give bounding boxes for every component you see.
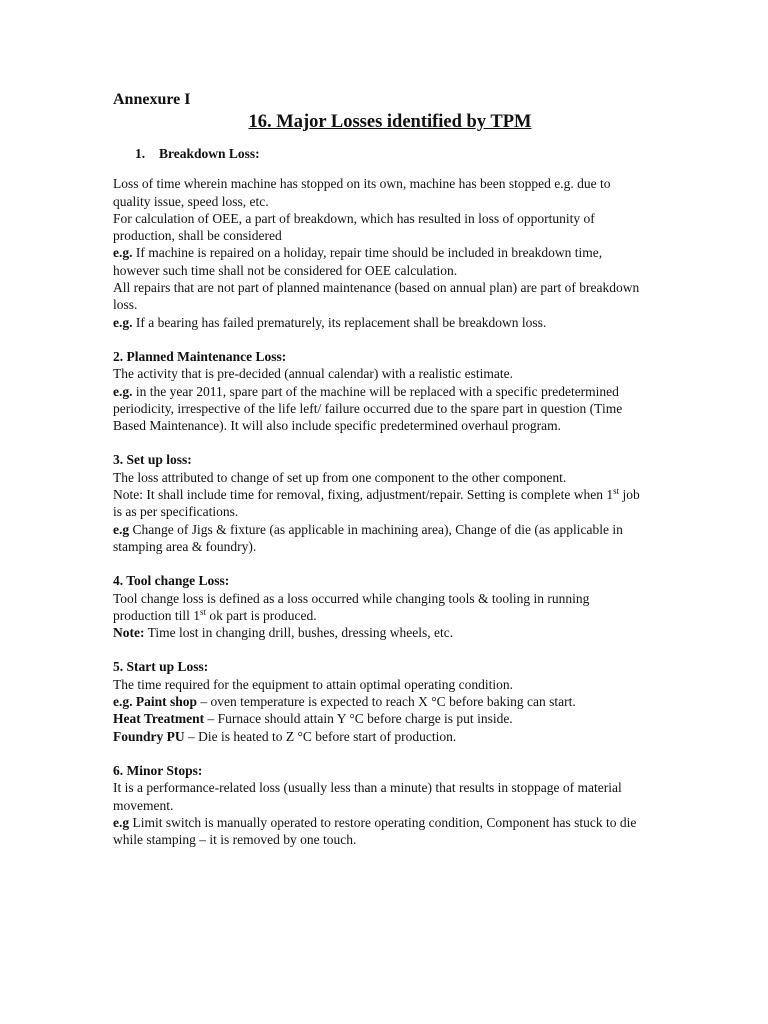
section-1-example-1 xyxy=(113,244,643,279)
example-text: Limit switch is manually operated to restore operating condition, Component has stuck to die while stamping – it is removed by one touch. xyxy=(113,814,637,848)
section-3 xyxy=(113,451,643,555)
section-4 xyxy=(113,572,643,641)
section-1-para-3: All repairs that are not part of planned maintenance (based on annual plan) are part of breakdown loss. xyxy=(113,280,640,313)
section-1-number: 1. xyxy=(135,146,146,161)
section-1-example-2 xyxy=(113,314,643,331)
example-label: e.g. xyxy=(113,314,133,330)
para-text-b: ok part is produced. xyxy=(206,607,317,623)
section-3-example xyxy=(113,521,643,556)
section-6-heading: 6. Minor Stops: xyxy=(113,762,203,778)
section-5-heading: 5. Start up Loss: xyxy=(113,659,209,675)
section-5-para-1: The time required for the equipment to attain optimal operating condition. xyxy=(113,676,514,692)
section-5 xyxy=(113,658,643,744)
superscript: st xyxy=(200,606,207,617)
section-5-example-heat xyxy=(113,710,643,727)
superscript: st xyxy=(613,486,620,497)
example-label: e.g. xyxy=(113,245,133,261)
section-3-heading: 3. Set up loss: xyxy=(113,452,192,468)
annexure-label: Annexure I xyxy=(113,91,191,108)
section-4-para-1 xyxy=(113,590,643,625)
section-2-example xyxy=(113,383,643,435)
example-text: If machine is repaired on a holiday, repair time should be included in breakdown time, however such time shall not be considered for OEE calculation. xyxy=(113,245,603,278)
section-3-para-1: The loss attributed to change of set up from one component to the other component. xyxy=(113,469,567,485)
document-body xyxy=(113,145,643,848)
example-label: e.g. Paint shop xyxy=(113,694,198,710)
section-2-para-1: The activity that is pre-decided (annual calendar) with a realistic estimate. xyxy=(113,366,513,382)
note-text: Time lost in changing drill, bushes, dressing wheels, etc. xyxy=(144,625,454,641)
section-2-heading: 2. Planned Maintenance Loss: xyxy=(113,348,287,364)
example-text: If a bearing has failed prematurely, its replacement shall be breakdown loss. xyxy=(132,314,547,330)
example-label: e.g xyxy=(113,814,130,830)
section-6-para-1: It is a performance-related loss (usually less than a minute) that results in stoppage of material movement. xyxy=(113,780,622,813)
example-text: – Furnace should attain Y °C before charge is put inside. xyxy=(204,711,513,727)
example-text: – oven temperature is expected to reach X °C before baking can start. xyxy=(197,694,576,710)
section-1-title: Breakdown Loss: xyxy=(159,146,260,161)
section-5-example-paint xyxy=(113,693,643,710)
example-label: e.g xyxy=(113,521,130,537)
example-text: – Die is heated to Z °C before start of production. xyxy=(184,728,457,744)
section-1-heading xyxy=(113,145,643,162)
section-2 xyxy=(113,348,643,434)
section-5-example-foundry xyxy=(113,728,643,745)
section-4-note xyxy=(113,624,643,641)
note-text-b: job is as per specifications. xyxy=(113,487,640,520)
section-6-example xyxy=(113,814,643,849)
para-text-a: Tool change loss is defined as a loss occurred while changing tools & tooling in running production till 1 xyxy=(113,590,590,623)
section-1-body xyxy=(113,175,643,331)
section-3-note xyxy=(113,486,643,521)
example-text: in the year 2011, spare part of the machine will be replaced with a specific predetermined periodicity, irrespective of the life left/ failure occurred due to the spare part in question (Time Based Maintenance). It will also include specific predetermined overhaul program. xyxy=(113,383,623,434)
example-label: Heat Treatment xyxy=(113,711,205,727)
example-label: Foundry PU xyxy=(113,728,185,744)
note-text-a: Note: It shall include time for removal, fixing, adjustment/repair. Setting is complete when 1 xyxy=(113,487,614,503)
document-title: 16. Major Losses identified by TPM xyxy=(248,112,532,132)
note-label: Note: xyxy=(113,625,145,641)
section-4-heading: 4. Tool change Loss: xyxy=(113,573,230,589)
example-text: Change of Jigs & fixture (as applicable in machining area), Change of die (as applicable in stamping area & foundry). xyxy=(113,521,623,554)
section-6 xyxy=(113,762,643,848)
example-label: e.g. xyxy=(113,383,133,399)
section-1-para-1: Loss of time wherein machine has stopped on its own, machine has been stopped e.g. due to quality issue, speed loss, etc. xyxy=(113,176,611,209)
section-1-para-2: For calculation of OEE, a part of breakdown, which has resulted in loss of opportunity of production, shall be considered xyxy=(113,210,595,244)
